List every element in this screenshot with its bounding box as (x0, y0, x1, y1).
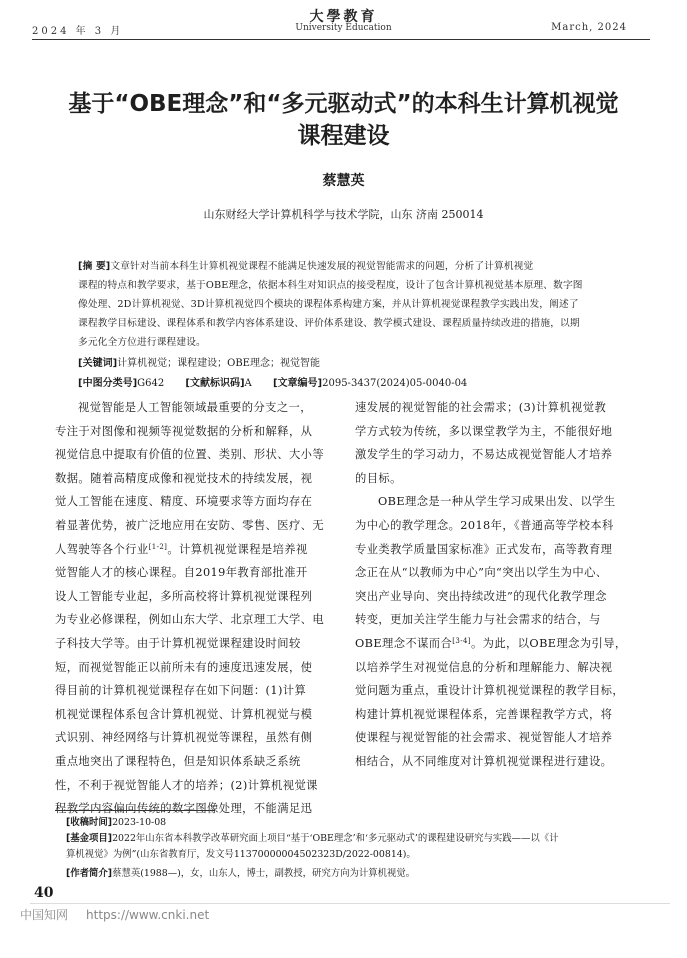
body-line: 人驾驶等各个行业[1-2]。计算机视觉课程是培养视 (55, 542, 308, 556)
body-line: 子科技大学等。由于计算机视觉课程建设时间较 (55, 636, 301, 650)
fund-project-cont: 算机视觉》为例”(山东省教育厅，发文号11370000004502323D/2022-00814)。 (66, 849, 416, 860)
abstract-line: 多元化全方位进行课程建设。 (78, 337, 206, 348)
body-line: 激发学生的学习动力，不易达成视觉智能人才培养 (355, 448, 613, 462)
body-line: 视觉信息中提取有价值的位置、类别、形状、大小等 (55, 448, 325, 462)
body-line: 着显著优势，被广泛地应用在安防、零售、医疗、无 (55, 518, 325, 532)
footer-watermark (20, 906, 209, 923)
footnote-rule (55, 810, 215, 811)
article-title-line2: 课程建设 (297, 123, 390, 149)
citation: [1-2] (148, 542, 168, 551)
body-line: 性，不利于视觉智能人才的培养；(2)计算机视觉课 (55, 778, 318, 792)
body-line: 为中心的教学理念。2018年，《普通高等学校本科 (355, 518, 614, 532)
received-date: [收稿时间]2023-10-08 (66, 817, 167, 828)
doc-code-value: A (244, 378, 252, 389)
footer-rule (30, 903, 670, 904)
footer-site: 中国知网 (20, 908, 69, 922)
body-line: 觉人工智能在速度、精度、环境要求等方面均存在 (55, 495, 313, 509)
header-date-en: March, 2024 (551, 22, 627, 33)
citation: [3-4] (452, 636, 471, 645)
body-line: 学方式较为传统，多以课堂教学为主，不能很好地 (355, 424, 613, 438)
body-line: 相结合，从不同维度对计算机视觉课程进行建设。 (355, 754, 613, 768)
header-date-cn: 2024 年 3 月 (32, 26, 124, 37)
body-line: 得目前的计算机视觉课程存在如下问题：(1)计算 (55, 684, 307, 698)
body-line: 以培养学生对视觉信息的分析和理解能力、解决视 (355, 660, 613, 674)
header-rule (32, 39, 650, 40)
keywords (78, 354, 320, 369)
fund-project: [基金项目]2022年山东省本科教学改革研究面上项目“基于‘OBE理念’和‘多元驱动式’的课程建设研究与实践——以《计 (66, 833, 559, 844)
body-line: 为专业必修课程，例如山东大学、北京理工大学、电 (55, 613, 325, 627)
article-title-line1: 基于“OBE理念”和“多元驱动式”的本科生计算机视觉 (68, 91, 619, 117)
page-number: 40 (34, 885, 54, 901)
body-line: 突出产业导向、突出持续改进”的现代化教学理念 (355, 589, 607, 603)
keywords-label: [关键词] (78, 358, 118, 369)
journal-name-en: University Education (295, 23, 392, 33)
author-affiliation: 山东财经大学计算机科学与技术学院，山东 济南 250014 (203, 208, 484, 221)
body-line: 的目标。 (355, 471, 402, 485)
body-line: 念正在从“以教师为中心”向“突出以学生为中心、 (355, 566, 608, 580)
body-line: 使课程与视觉智能的社会需求、视觉智能人才培养 (355, 731, 613, 745)
body-line: 专业类教学质量国家标准》正式发布，高等教育理 (355, 542, 613, 556)
abstract-line: 像处理、2D计算机视觉、3D计算机视觉四个模块的课程体系构建方案，并从计算机视觉课程教学实践出发，阐述了 (78, 299, 579, 310)
body-line: 数据。随着高精度成像和视觉技术的持续发展，视 (55, 471, 313, 485)
body-line: 视觉智能是人工智能领域最重要的分支之一， (78, 401, 312, 414)
body-line: 速发展的视觉智能的社会需求；(3)计算机视觉教 (355, 401, 607, 414)
clc-value: G642 (137, 378, 165, 389)
body-line: 设人工智能专业起，多所高校将计算机视觉课程列 (55, 589, 313, 603)
abstract-line: 课程教学目标建设、课程体系和教学内容体系建设、评价体系建设、教学模式建设、课程质量持续改进的措施，以期 (78, 318, 580, 329)
author-name: 蔡慧英 (322, 173, 365, 189)
abstract-line: 课程的特点和教学要求，基于OBE理念，依据本科生对知识点的接受程度，设计了包含计算机视觉基本原理、数字图 (78, 280, 583, 291)
body-line: 式识别、神经网络与计算机视觉等课程，虽然有侧 (55, 731, 313, 745)
article-no-value: 2095-3437(2024)05-0040-04 (322, 378, 468, 389)
clc-label: [中图分类号] (78, 378, 138, 389)
body-column-left (55, 396, 333, 821)
abstract-line: [摘 要]文章针对当前本科生计算机视觉课程不能满足快速发展的视觉智能需求的问题，分析了计算机视觉 (78, 261, 534, 272)
body-line: OBE理念是一种从学生学习成果出发、以学生 (378, 495, 616, 509)
body-column-right (355, 396, 633, 774)
body-line: 觉智能人才的核心课程。自2019年教育部批准开 (55, 566, 308, 580)
doc-code-label: [文献标识码] (185, 378, 245, 389)
article-no-label: [文章编号] (272, 378, 323, 389)
body-line: 机视觉课程体系包含计算机视觉、计算机视觉与模 (55, 707, 313, 721)
body-line: 专注于对图像和视频等视觉数据的分析和解释，从 (55, 424, 313, 438)
body-line: 觉问题为重点，重设计计算机视觉课程的教学目标， (355, 684, 625, 698)
body-line: OBE理念不谋而合[3-4]。为此，以OBE理念为引导， (355, 636, 627, 650)
classification-row (78, 374, 618, 389)
body-line: 转变，更加关注学生能力与社会需求的结合，与 (355, 613, 601, 627)
body-line: 短，而视觉智能正以前所未有的速度迅速发展，使 (55, 660, 313, 674)
body-line: 构建计算机视觉课程体系，完善课程教学方式，将 (355, 707, 613, 721)
author-bio: [作者简介]蔡慧英(1988—)，女，山东人，博士，副教授，研究方向为计算机视觉。 (66, 868, 416, 879)
footer-url[interactable]: https://www.cnki.net (86, 908, 210, 922)
body-line: 重点地突出了课程特色，但是知识体系缺乏系统 (55, 754, 301, 768)
keywords-text: 计算机视觉；课程建设；OBE理念；视觉智能 (117, 358, 320, 369)
abstract-label: [摘 要] (78, 261, 111, 272)
journal-logo: 大學教育 (309, 9, 378, 25)
body-line: 程教学内容偏向传统的数字图像处理，不能满足迅 (55, 802, 313, 816)
